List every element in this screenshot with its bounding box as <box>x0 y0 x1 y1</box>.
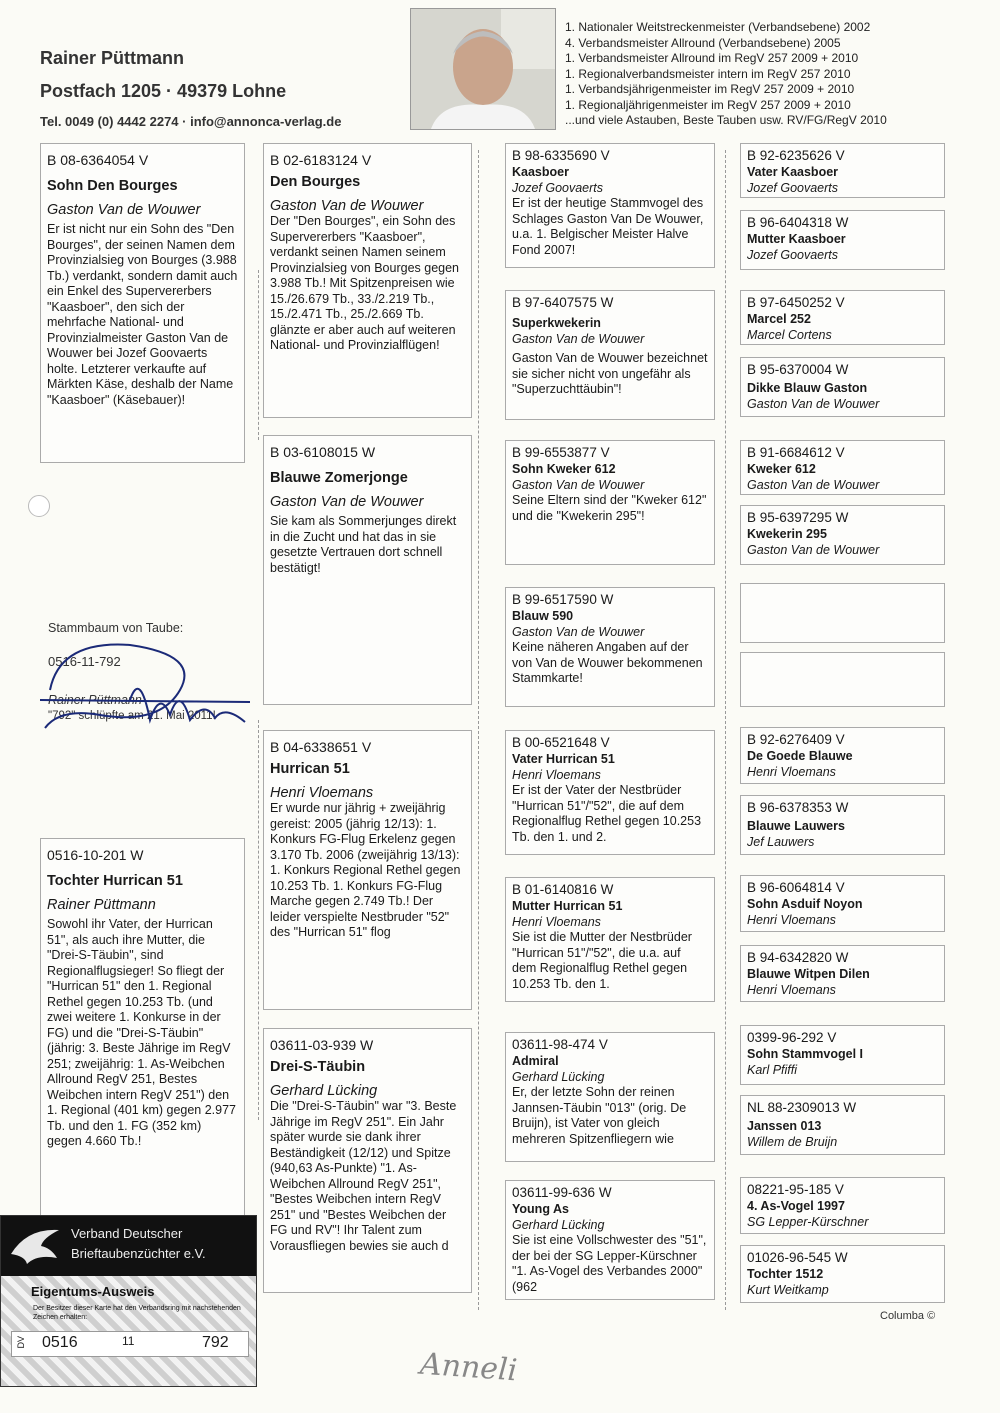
ring-number: B 04-6338651 V <box>270 739 372 755</box>
ring-number: B 03-6108015 W <box>270 444 376 460</box>
ring-number: B 96-6064814 V <box>747 880 845 895</box>
ring-number: 03611-98-474 V <box>512 1037 608 1052</box>
pedigree-card-gen3 <box>505 440 715 565</box>
pedigree-card-gen4 <box>740 1177 945 1234</box>
breeder-name: Jozef Goovaerts <box>747 248 839 262</box>
copyright: Columba © <box>880 1310 936 1322</box>
pigeon-name: Young As <box>512 1202 569 1216</box>
breeder-name: Henri Vloemans <box>747 913 836 927</box>
breeder-name: Rainer Püttmann <box>47 897 156 913</box>
pedigree-card-gen4 <box>740 1095 945 1155</box>
ring-number: B 92-6235626 V <box>747 148 845 163</box>
connector-line <box>478 150 479 1310</box>
card-title: Eigentums-Ausweis <box>31 1284 155 1299</box>
pedigree-card-gen3 <box>505 587 715 707</box>
pigeon-name: Hurrican 51 <box>270 761 350 777</box>
pigeon-name: Sohn Den Bourges <box>47 178 178 194</box>
ring-number: B 00-6521648 V <box>512 735 610 750</box>
signature-name: Rainer Püttmann <box>48 693 142 707</box>
ring-number: NL 88-2309013 W <box>747 1100 857 1115</box>
pedigree-card-gen3 <box>505 877 715 1002</box>
pigeon-name: Admiral <box>512 1054 559 1068</box>
achievement-item: 1. Verbandsmeister Allround im RegV 257 2009 + 2010 <box>565 51 859 65</box>
ring-number: B 92-6276409 V <box>747 732 845 747</box>
pigeon-name: Marcel 252 <box>747 312 811 326</box>
ring-part-2: 11 <box>122 1334 135 1348</box>
pedigree-card-dam <box>40 838 245 1218</box>
ring-part-1: 0516 <box>42 1334 78 1351</box>
pigeon-name: Mutter Kaasboer <box>747 232 846 246</box>
pedigree-card-gen4 <box>740 795 945 855</box>
pedigree-card-gen3 <box>505 1180 715 1300</box>
breeder-name: Henri Vloemans <box>747 983 836 997</box>
pigeon-description: Er wurde nur jährig + zweijährig gereist: 2005 (jährig 12/13): 1. Konkurs FG-Flug Erkelenz gegen 3.170 Tb. 2006 (zweijährig 13/13): 1. Konkurs Regional Rethel gegen 10.253 Tb. 1. Konkurs FG-Flug Marche gegen 2.749 Tb.! Der leider verspielte Nestbruder "52" des "Hurrican 51" flog <box>270 801 461 939</box>
pigeon-name: Sohn Stammvogel I <box>747 1047 863 1061</box>
pedigree-label: Stammbaum von Taube: <box>48 621 184 635</box>
ring-number: B 08-6364054 V <box>47 152 149 168</box>
breeder-name: Karl Pfiffi <box>747 1063 798 1077</box>
breeder-name: Gaston Van de Wouwer <box>747 543 880 557</box>
pedigree-card-gen4 <box>740 945 945 1002</box>
pedigree-card-gen4 <box>740 505 945 565</box>
card-fineprint: Der Besitzer dieser Karte hat den Verbandsring mit nachstehenden Zeichen erhalten: <box>33 1305 241 1321</box>
ring-number: B 97-6450252 V <box>747 295 845 310</box>
ownership-card <box>0 1215 257 1387</box>
pigeon-name: Blauw 590 <box>512 609 574 623</box>
breeder-name: SG Lepper-Kürschner <box>747 1215 869 1229</box>
pedigree-card-gen4-empty <box>740 652 945 707</box>
breeder-name: Henri Vloemans <box>747 765 836 779</box>
pigeon-description: Sie kam als Sommerjunges direkt in die Zucht und hat das in sie gesetzte Vertrauen dort schnell bestätigt! <box>270 514 457 575</box>
owner-contact: Tel. 0049 (0) 4442 2274 · info@annonca-verlag.de <box>40 114 342 129</box>
pigeon-name: Blauwe Witpen Dilen <box>747 967 870 981</box>
pigeon-description: Keine näheren Angaben auf der von Van de Wouwer bekommenen Stammkarte! <box>512 640 703 685</box>
breeder-name: Gaston Van de Wouwer <box>270 198 424 214</box>
pigeon-name: Mutter Hurrican 51 <box>512 899 623 913</box>
org-name-line2: Brieftaubenzüchter e.V. <box>71 1246 206 1261</box>
achievement-item: 1. Verbandsjährigenmeister im RegV 257 2009 + 2010 <box>565 82 855 96</box>
pigeon-description: Er ist nicht nur ein Sohn des "Den Bourges", der seinen Namen dem Provinzialsieg von Bourges (3.988 Tb.) verdankt, sondern damit auch ein Enkel des Supervererbers "Kaasboer", den sich der mehrfache National- und Provinzialmeister Gaston Van de Wouwer bei Jozef Goovaerts holte. Letzterer verkaufte auf Märkten Käse, deshalb der Name "Kaasboer" (Käsebauer)! <box>47 222 238 407</box>
pigeon-name: Kaasboer <box>512 165 569 179</box>
pedigree-card-gen3 <box>505 290 715 420</box>
pigeon-name: Janssen 013 <box>747 1119 822 1133</box>
achievements-list <box>565 20 985 129</box>
ring-number: 0516-10-201 W <box>47 847 144 863</box>
achievement-item: 1. Regionaljährigenmeister im RegV 257 2009 + 2010 <box>565 97 851 112</box>
breeder-name: Jozef Goovaerts <box>747 181 839 195</box>
pedigree-card-gen4 <box>740 875 945 932</box>
pigeon-name: Sohn Kweker 612 <box>512 462 616 476</box>
pigeon-name: 4. As-Vogel 1997 <box>747 1199 845 1213</box>
pedigree-card-gen4 <box>740 357 945 417</box>
ring-number: 01026-96-545 W <box>747 1250 848 1265</box>
ring-number: B 96-6378353 W <box>747 800 849 815</box>
ring-number: B 97-6407575 W <box>512 295 614 310</box>
owner-name: Rainer Püttmann <box>40 48 185 68</box>
pedigree-card-gen3 <box>505 143 715 268</box>
pedigree-ring: 0516-11-792 <box>48 654 121 669</box>
pigeon-description: Seine Eltern sind der "Kweker 612" und die "Kwekerin 295"! <box>512 493 707 523</box>
pedigree-card-gen4 <box>740 290 945 345</box>
dv-label: DV <box>16 1336 26 1349</box>
pedigree-card-gen3 <box>505 1032 715 1162</box>
pigeon-name: Den Bourges <box>270 174 361 190</box>
pigeon-name: Drei-S-Täubin <box>270 1059 366 1075</box>
breeder-name: Gerhard Lücking <box>512 1070 605 1084</box>
ring-number: 03611-99-636 W <box>512 1185 612 1200</box>
breeder-name: Gaston Van de Wouwer <box>512 625 645 639</box>
pigeon-name: Superkwekerin <box>512 316 601 330</box>
pigeon-name: Blauwe Lauwers <box>747 819 845 833</box>
pedigree-card-gen4 <box>740 143 945 198</box>
pedigree-card-sire <box>40 143 245 463</box>
pigeon-name: Dikke Blauw Gaston <box>747 381 868 395</box>
breeder-name: Kurt Weitkamp <box>747 1283 829 1297</box>
owner-address: Postfach 1205 · 49379 Lohne <box>40 81 287 101</box>
breeder-name: Gaston Van de Wouwer <box>747 478 880 492</box>
pedigree-card-gen2 <box>263 435 472 705</box>
pedigree-card-gen4-empty <box>740 583 945 643</box>
connector-line <box>725 150 726 1310</box>
connector-line <box>258 270 259 440</box>
ring-number: 0399-96-292 V <box>747 1030 837 1045</box>
breeder-name: Gaston Van de Wouwer <box>270 494 424 510</box>
pigeon-name: Kweker 612 <box>747 462 816 476</box>
pigeon-description: Er, der letzte Sohn der reinen Jannsen-Täubin "013" (orig. De Bruijn), ist Vater von gleich mehreren Spitzenfliegern wie <box>512 1085 687 1146</box>
ring-number: B 95-6397295 W <box>747 510 849 525</box>
pigeon-description: Sowohl ihr Vater, der Hurrican 51", als auch ihre Mutter, die "Drei-S-Täubin", sind Regionalflugsieger! So fliegt der "Hurrican 51" den 1. Regional Rethel gegen 10.253 Tb. (und zwei weitere 1. Konkurse in der FG) und die "Drei-S-Täubin" (jährig: 3. Beste Jährige im RegV 251; zweijährig: 1. As-Weibchen Allround RegV 251, Bestes Weibchen intern RegV 251") den 1. Regional (401 km) gegen 2.977 Tb. und den 1. FG (352 km) gegen 4.660 Tb.! <box>47 917 237 1148</box>
ring-number: B 91-6684612 V <box>747 445 845 460</box>
owner-photo <box>410 8 556 130</box>
ring-number: 08221-95-185 V <box>747 1182 844 1197</box>
dove-logo-icon <box>7 1224 63 1270</box>
achievement-item: ...und viele Astauben, Beste Tauben usw. RV/FG/RegV 2010 <box>565 113 887 127</box>
pigeon-name: Sohn Asduif Noyon <box>747 897 863 911</box>
ring-number: B 02-6183124 V <box>270 152 372 168</box>
hatch-note: "792" schlüpfte am 21. Mai 2011! <box>48 710 216 722</box>
pedigree-card-gen2 <box>263 143 472 418</box>
pedigree-card-gen4 <box>740 440 945 495</box>
pigeon-description: Gaston Van de Wouwer bezeichnet sie sicher nicht von ungefähr als "Superzuchttäubin"! <box>512 351 708 396</box>
pedigree-card-gen2 <box>263 1028 472 1293</box>
ownership-card-header <box>1 1216 256 1276</box>
pigeon-name: Tochter Hurrican 51 <box>47 873 183 889</box>
breeder-name: Gaston Van de Wouwer <box>512 478 645 492</box>
pigeon-description: Sie ist die Mutter der Nestbrüder "Hurrican 51"/"52", die u.a. auf dem Regionalflug Rethel gegen 10.253 Tb. den 1. <box>512 930 692 991</box>
breeder-name: Gaston Van de Wouwer <box>747 397 880 411</box>
ring-number: B 94-6342820 W <box>747 950 849 965</box>
pedigree-card-gen3 <box>505 730 715 855</box>
pedigree-card-gen2 <box>263 730 472 1010</box>
ring-number: B 99-6517590 W <box>512 592 614 607</box>
ring-part-3: 792 <box>202 1334 229 1351</box>
breeder-name: Henri Vloemans <box>270 785 374 801</box>
org-name-line1: Verband Deutscher <box>71 1226 183 1241</box>
pigeon-name: De Goede Blauwe <box>747 749 853 763</box>
ring-number: B 99-6553877 V <box>512 445 610 460</box>
breeder-name: Willem de Bruijn <box>747 1135 838 1149</box>
pedigree-card-gen4 <box>740 1245 945 1303</box>
connector-line <box>258 720 259 1120</box>
pedigree-card-gen4 <box>740 727 945 784</box>
pigeon-description: Der "Den Bourges", ein Sohn des Supervererbers "Kaasboer", verdankt seinen Namen seinem Provinzialsieg von Bourges gegen 3.988 Tb.! Mit Spitzenpreisen wie 15./26.679 Tb., 33./2.219 Tb., 15./2.471 Tb., 25./2.669 Tb. glänzte er aber auch auf weiteren National- und Provinzialflügen! <box>270 214 460 352</box>
breeder-name: Jozef Goovaerts <box>512 181 604 195</box>
ring-number: B 01-6140816 W <box>512 882 614 897</box>
pedigree-card-gen4 <box>740 1025 945 1085</box>
pigeon-name: Tochter 1512 <box>747 1267 824 1281</box>
achievement-item: 1. Regionalverbandsmeister intern im RegV 257 2010 <box>565 66 851 81</box>
ring-number: B 96-6404318 W <box>747 215 849 230</box>
pigeon-name: Kwekerin 295 <box>747 527 827 541</box>
pigeon-description: Er ist der heutige Stammvogel des Schlages Gaston Van De Wouwer, u.a. 1. Belgischer Meister Halve Fond 2007! <box>512 196 704 257</box>
pedigree-card-gen4 <box>740 210 945 270</box>
ring-number: B 95-6370004 W <box>747 362 849 377</box>
ring-number-field <box>11 1331 249 1357</box>
breeder-name: Gaston Van de Wouwer <box>512 332 645 346</box>
ring-number: B 98-6335690 V <box>512 148 610 163</box>
breeder-name: Jef Lauwers <box>747 835 815 849</box>
breeder-name: Gerhard Lücking <box>270 1083 378 1099</box>
pigeon-description: Er ist der Vater der Nestbrüder "Hurrican 51"/"52", die auf dem Regionalflug Rethel gegen 10.253 Tb. den 1. und 2. <box>512 783 702 844</box>
breeder-name: Gaston Van de Wouwer <box>47 202 201 218</box>
handwritten-signature <box>40 630 250 760</box>
breeder-name: Henri Vloemans <box>512 915 601 929</box>
pigeon-name: Vater Hurrican 51 <box>512 752 615 766</box>
pigeon-name: Vater Kaasboer <box>747 165 839 179</box>
breeder-name: Henri Vloemans <box>512 768 601 782</box>
pigeon-description: Sie ist eine Vollschwester des "51", der bei der SG Lepper-Kürschner "1. As-Vogel des Verbandes 2000" (962 <box>512 1233 707 1294</box>
breeder-name: Marcel Cortens <box>747 328 832 342</box>
punch-hole <box>28 495 50 517</box>
pigeon-description: Die "Drei-S-Täubin" war "3. Beste Jährige im RegV 251". Ein Jahr später wurde sie dank ihrer Beständigkeit (12/12) und Spitze (940,63 As-Punkte) "1. As-Weibchen Allround RegV 251", "Bestes Weibchen intern RegV 251" und "Bestes Weibchen der FG und RV"! Ihr Talent zum Vorausfliegen bewies sie auch d <box>270 1099 457 1253</box>
ring-number: 03611-03-939 W <box>270 1037 374 1053</box>
breeder-name: Gerhard Lücking <box>512 1218 605 1232</box>
handwritten-note: Anneli <box>418 1346 519 1389</box>
achievement-item: 1. Nationaler Weitstreckenmeister (Verbandsebene) 2002 <box>565 20 871 34</box>
achievement-item: 4. Verbandsmeister Allround (Verbandsebene) 2005 <box>565 35 841 50</box>
pigeon-name: Blauwe Zomerjonge <box>270 470 408 486</box>
